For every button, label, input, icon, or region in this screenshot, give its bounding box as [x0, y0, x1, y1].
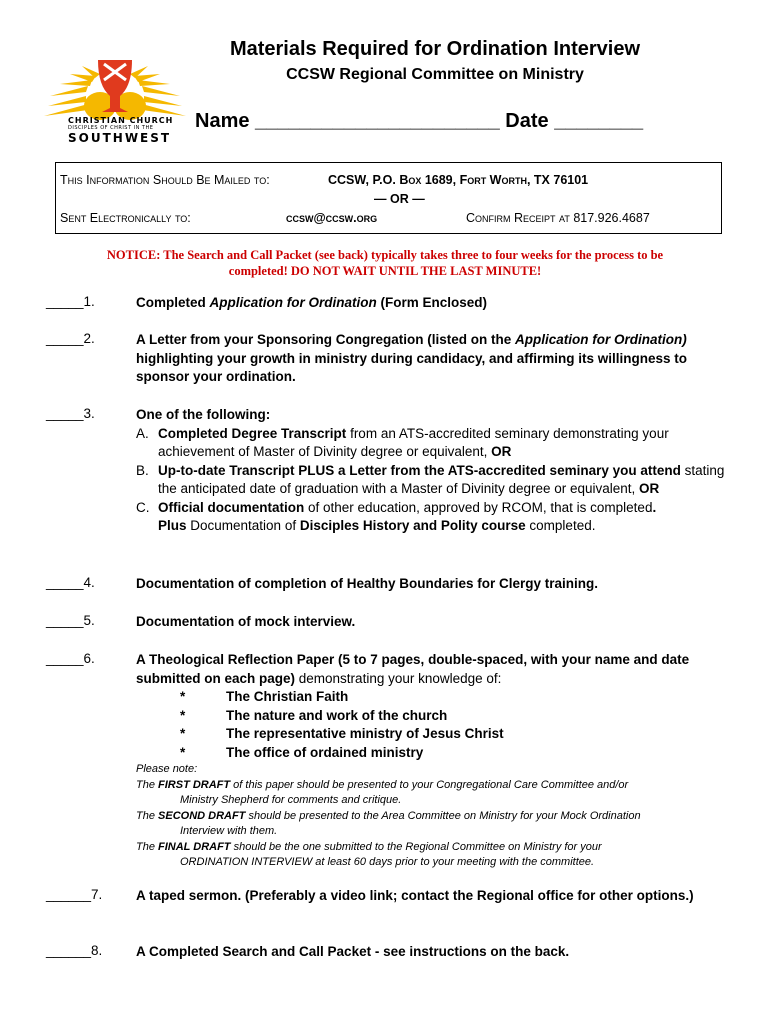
item-8: A Completed Search and Call Packet - see instructions on the back. — [136, 944, 570, 959]
logo-text-line2: DISCIPLES OF CHRIST IN THE — [68, 125, 154, 131]
confirm-label: Confirm Receipt at — [466, 211, 570, 225]
item-1-text: Completed — [136, 295, 210, 310]
email-address: ccsw@ccsw.org — [286, 211, 378, 225]
option-c-period: . — [652, 499, 657, 515]
bullet-star: * — [180, 707, 186, 723]
item-3-checkbox-line[interactable]: _____3. — [46, 406, 95, 421]
option-b-text: stating the anticipated date of graduation with a Master of Divinity degree or equivalent, — [158, 462, 725, 496]
item-2-checkbox-line[interactable]: _____2. — [46, 331, 95, 346]
item-1 — [136, 294, 736, 313]
item-1-checkbox-line[interactable]: _____1. — [46, 294, 95, 309]
option-a-bold: Completed Degree Transcript — [158, 425, 347, 441]
item-6-bold: A Theological Reflection Paper (5 to 7 pages, double-spaced, with your name and date submitted on each page) — [136, 652, 690, 686]
option-c-bold: Official documentation — [158, 499, 305, 515]
bullet-item — [136, 688, 736, 707]
bullet-star: * — [180, 744, 186, 760]
notice-line1: NOTICE: The Search and Call Packet (see back) typically takes three to four weeks for the process to be — [106, 248, 664, 262]
mail-address: CCSW, P.O. Box 1689, Fort Worth, TX 76101 — [328, 173, 589, 187]
item-4: Documentation of completion of Healthy Boundaries for Clergy training. — [136, 576, 599, 591]
bullet-item — [136, 707, 736, 726]
note-final-label: FINAL DRAFT — [158, 840, 231, 853]
note-the: The — [136, 809, 159, 822]
draft-note — [136, 762, 736, 871]
item-2 — [136, 331, 736, 387]
item-3-option-b — [136, 462, 736, 499]
item-2-text: A Letter from your Sponsoring Congregation (listed on the — [136, 332, 516, 347]
bullet-text: The nature and work of the church — [226, 707, 448, 723]
option-a-text: from an ATS-accredited seminary demonstrating your achievement of Master of Divinity degree or equivalent, — [158, 425, 669, 459]
mail-label: This Information Should Be Mailed to: — [60, 173, 270, 187]
option-c-text: of other education, approved by RCOM, that is completed — [304, 499, 653, 515]
bullet-text: The representative ministry of Jesus Christ — [226, 726, 504, 741]
item-2-form-name: Application for Ordination) — [515, 332, 687, 347]
item-5: Documentation of mock interview. — [136, 614, 356, 629]
note-first-draft — [136, 778, 736, 794]
page-subtitle: CCSW Regional Committee on Ministry — [286, 66, 584, 83]
item-8-checkbox-line[interactable]: ______8. — [46, 943, 103, 958]
option-a-letter: A. — [136, 425, 149, 441]
mailing-info-box — [55, 162, 722, 234]
or-separator: — OR — — [374, 192, 425, 206]
option-b-or: OR — [639, 481, 660, 496]
note-second-label: SECOND DRAFT — [158, 809, 246, 822]
item-6-checkbox-line[interactable]: _____6. — [46, 651, 95, 666]
item-1-form-name: Application for Ordination — [209, 295, 377, 310]
option-c-text2: Documentation of — [186, 518, 300, 533]
logo-text-line1: CHRISTIAN CHURCH — [68, 116, 174, 125]
note-final-text-cont: ORDINATION INTERVIEW at least 60 days prior to your meeting with the committee. — [180, 856, 595, 868]
bullet-item — [136, 744, 736, 763]
note-heading: Please note: — [136, 763, 198, 775]
item-3 — [136, 406, 736, 536]
page-title: Materials Required for Ordination Interview — [229, 38, 641, 60]
note-final-text: should be the one submitted to the Regional Committee on Ministry for your — [230, 840, 602, 853]
confirm-receipt — [466, 211, 650, 225]
bullet-item — [136, 725, 736, 744]
item-3-heading: One of the following: — [136, 407, 271, 422]
item-6 — [136, 651, 736, 762]
ccsw-logo — [40, 56, 190, 151]
bullet-star: * — [180, 689, 186, 704]
note-second-text: should be presented to the Area Committee on Ministry for your Mock Ordination — [245, 809, 641, 822]
item-3-option-a — [136, 425, 736, 462]
electronic-label: Sent Electronically to: — [60, 211, 191, 225]
option-c-course: Disciples History and Polity course — [299, 518, 526, 533]
note-the: The — [136, 840, 159, 853]
logo-text-line3: SOUTHWEST — [68, 131, 172, 145]
option-a-or: OR — [491, 444, 512, 459]
notice-text — [60, 247, 710, 279]
bullet-text: The Christian Faith — [226, 689, 349, 704]
item-4-checkbox-line[interactable]: _____4. — [46, 575, 95, 590]
item-5-checkbox-line[interactable]: _____5. — [46, 613, 95, 628]
note-first-label: FIRST DRAFT — [158, 778, 231, 791]
item-7: A taped sermon. (Preferably a video link; contact the Regional office for other options.) — [136, 888, 694, 903]
option-c-plus: Plus — [158, 518, 187, 533]
note-second-text-cont: Interview with them. — [180, 825, 278, 837]
confirm-phone: 817.926.4687 — [573, 211, 650, 225]
bullet-star: * — [180, 726, 186, 741]
option-c-text3: completed. — [525, 518, 596, 533]
item-3-option-c — [136, 499, 736, 536]
option-b-letter: B. — [136, 462, 149, 478]
name-date-line: Name ______________________ Date ________ — [195, 110, 644, 132]
item-2-text-rest: highlighting your growth in ministry during candidacy, and affirming its willingness to sponsor your ordination. — [136, 350, 688, 384]
notice-line2: completed! DO NOT WAIT UNTIL THE LAST MINUTE! — [228, 264, 542, 278]
item-7-checkbox-line[interactable]: ______7. — [46, 887, 103, 902]
item-1-note: (Form Enclosed) — [376, 295, 488, 310]
bullet-text: The office of ordained ministry — [226, 744, 424, 760]
note-the: The — [136, 778, 159, 791]
note-second-draft — [136, 809, 736, 825]
item-6-text — [136, 651, 736, 688]
item-6-rest: demonstrating your knowledge of: — [295, 670, 502, 686]
option-b-bold: Up-to-date Transcript PLUS a Letter from the ATS-accredited seminary you attend — [158, 462, 681, 478]
note-first-text: of this paper should be presented to your Congregational Care Committee and/or — [230, 778, 629, 791]
note-first-text-cont: Ministry Shepherd for comments and critique. — [180, 794, 402, 806]
option-c-letter: C. — [136, 499, 150, 515]
note-final-draft — [136, 840, 736, 856]
